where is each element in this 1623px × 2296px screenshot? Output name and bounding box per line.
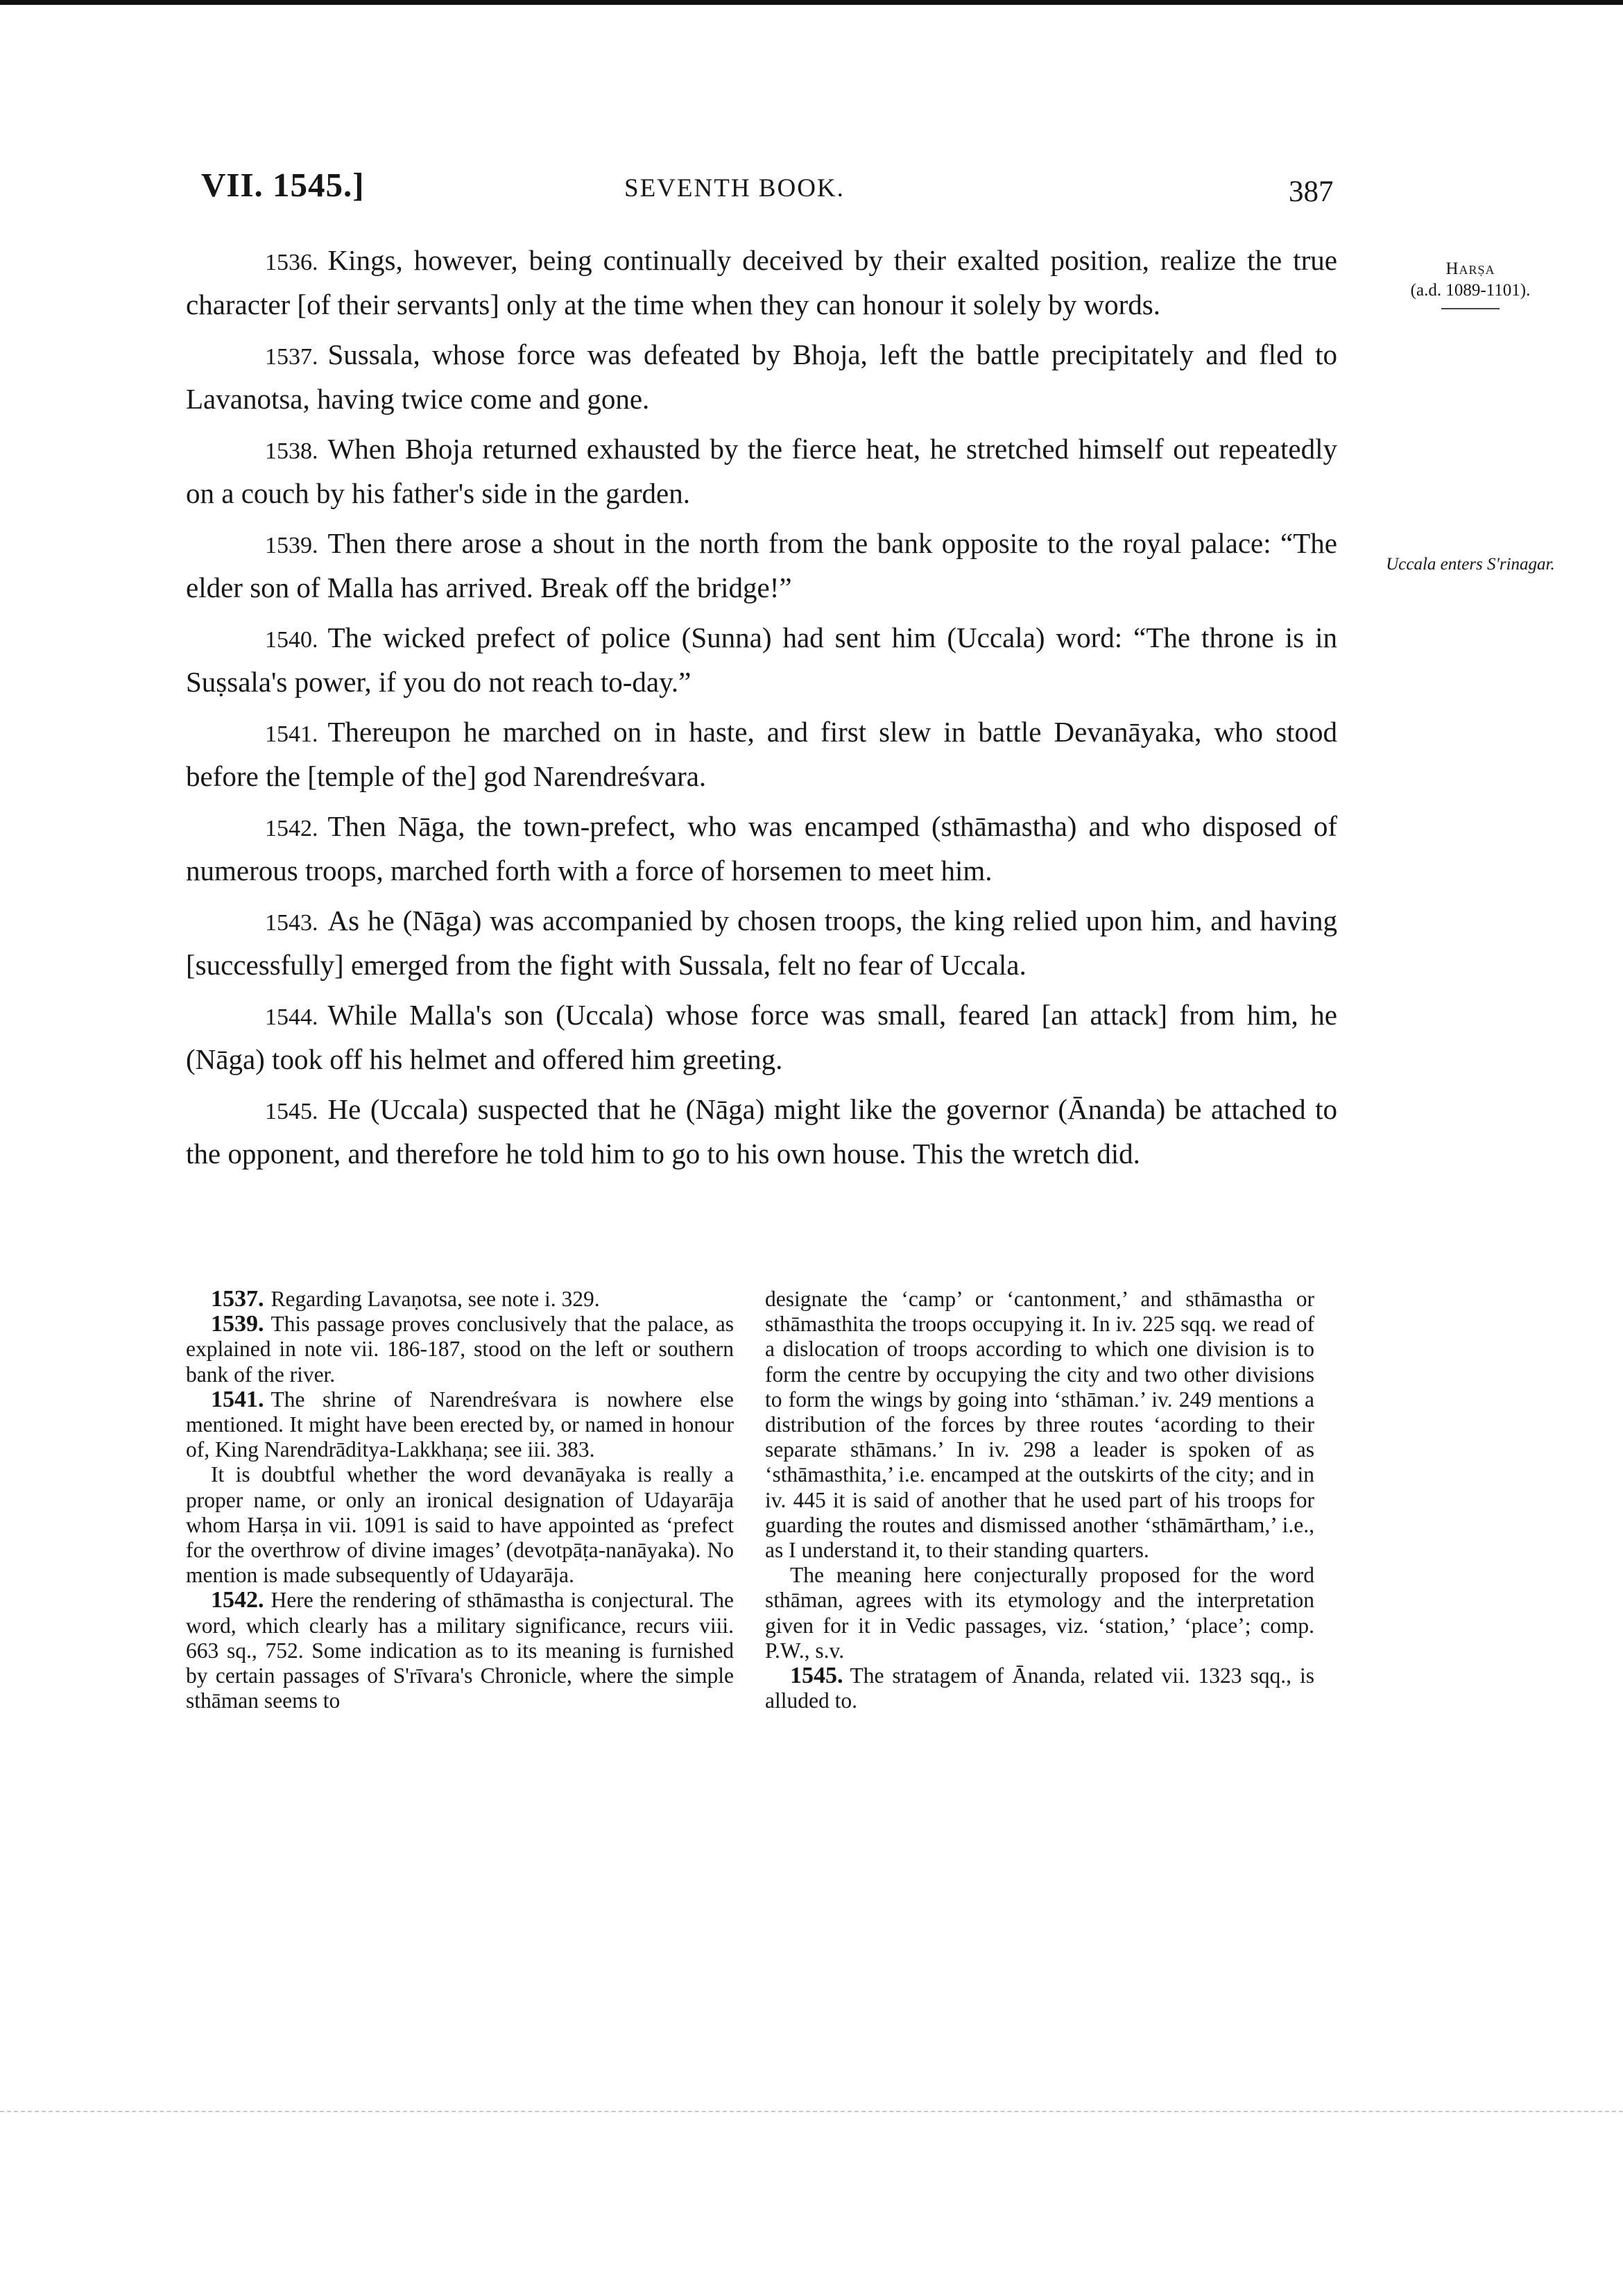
footnote [186, 1387, 734, 1463]
footnote-continuation [765, 1287, 1314, 1563]
verse-text: When Bhoja returned exhausted by the fierce heat, he stretched himself out repeatedly on a couch by his father's side in the garden. [186, 433, 1337, 509]
verse-text: Thereupon he marched on in haste, and first slew in battle Devanāyaka, who stood before the [temple of the] god Narendreśvara. [186, 716, 1337, 792]
verse-number: 1539. [265, 533, 318, 558]
margin-note-ruler-dates: (a.d. 1089-1101). [1410, 281, 1531, 300]
verse [186, 900, 1337, 986]
footnote-number: 1541. [211, 1386, 264, 1412]
verse-number: 1541. [265, 721, 318, 747]
verse [186, 617, 1337, 703]
footnote [186, 1312, 734, 1387]
verse-text: Then there arose a shout in the north from the bank opposite to the royal palace: “The elder son of Malla has arrived. Break off the bridge!” [186, 527, 1337, 603]
verse-number: 1536. [265, 250, 318, 275]
verse-text: The wicked prefect of police (Sunna) had sent him (Uccala) word: “The throne is in Suṣsala's power, if you do not reach to-day.” [186, 622, 1337, 698]
scan-bottom-line [0, 2111, 1623, 2112]
footnote-text: The stratagem of Ānanda, related vii. 1323 sqq., is alluded to. [765, 1663, 1314, 1713]
page-top-border [0, 0, 1623, 5]
footnote-paragraph [765, 1563, 1314, 1663]
margin-note-rule [1441, 308, 1500, 309]
verse-text: Then Nāga, the town-prefect, who was encamped (sthāmastha) and who disposed of numerous troops, marched forth with a force of horsemen to meet him. [186, 810, 1337, 886]
footnote-text: This passage proves conclusively that the palace, as explained in note vii. 186-187, stood on the left or southern bank of the river. [186, 1312, 734, 1387]
verse-number: 1545. [265, 1099, 318, 1124]
running-head-book-title: SEVENTH BOOK. [624, 174, 845, 203]
footnote [186, 1588, 734, 1713]
verse [186, 805, 1337, 891]
margin-note-ruler-name: Harṣa [1445, 259, 1495, 278]
verse [186, 1088, 1337, 1174]
verse-number: 1544. [265, 1004, 318, 1030]
verse-text: He (Uccala) suspected that he (Nāga) might like the governor (Ānanda) be attached to the opponent, and therefore he told him to go to his own house. This the wretch did. [186, 1093, 1337, 1170]
footnote-text: The shrine of Narendreśvara is nowhere else mentioned. It might have been erected by, or named in honour of, King Narendrāditya-Lakkhaṇa; see iii. 383. [186, 1387, 734, 1462]
footnotes-right-column [765, 1287, 1314, 1713]
verse-number: 1542. [265, 816, 318, 841]
verse [186, 711, 1337, 797]
verse-number: 1538. [265, 438, 318, 464]
verse [186, 239, 1337, 325]
verse-text: Sussala, whose force was defeated by Bhoja, left the battle precipitately and fled to Lavanotsa, having twice come and gone. [186, 339, 1337, 415]
verse-number: 1543. [265, 910, 318, 936]
footnote-text: It is doubtful whether the word devanāyaka is really a proper name, or only an ironical designation of Udayarāja whom Harṣa in vii. 1091 is said to have appointed as ‘prefect for the overthrow of divine images’ (devotpāṭa-nanāyaka). No mention is made subsequently of Udayarāja. [186, 1462, 734, 1588]
footnote-paragraph [186, 1462, 734, 1588]
footnote [186, 1287, 734, 1312]
margin-note-ruler [1377, 258, 1564, 309]
verse-number: 1537. [265, 344, 318, 370]
footnote-text: designate the ‘camp’ or ‘cantonment,’ and sthāmastha or sthāmasthita the troops occupying it. In iv. 225 sqq. we read of a dislocation of troops according to which one division is to form the centre by occupying the city and two other divisions to form the wings by going into ‘sthāman.’ iv. 249 mentions a distribution of the forces by three routes ‘acording to their separate sthāmans.’ In iv. 298 a leader is spoken of as ‘sthāmasthita,’ i.e. encamped at the outskirts of the city; and in iv. 445 it is said of another that he used part of his troops for guarding the routes and dismissed another ‘sthāmārtham,’ i.e., as I understand it, to their standing quarters. [765, 1287, 1314, 1563]
verse-text: Kings, however, being continually deceived by their exalted position, realize the true character [of their servants] only at the time when they can honour it solely by words. [186, 244, 1337, 320]
verse [186, 994, 1337, 1080]
verse [186, 522, 1337, 608]
footnote-text: Regarding Lavaṇotsa, see note i. 329. [270, 1287, 600, 1311]
footnote-number: 1537. [211, 1286, 264, 1312]
verse [186, 334, 1337, 420]
verse [186, 428, 1337, 514]
footnote-number: 1542. [211, 1587, 264, 1613]
footnote-text: Here the rendering of sthāmastha is conjectural. The word, which clearly has a military significance, recurs viii. 663 sq., 752. Some indication as to its meaning is furnished by certain passages of S'rīvara's Chronicle, where the simple sthāman seems to [186, 1588, 734, 1713]
footnote [765, 1663, 1314, 1713]
running-head-verse-range: VII. 1545.] [201, 166, 365, 204]
footnote-number: 1545. [790, 1663, 843, 1689]
verse-number: 1540. [265, 627, 318, 653]
footnote-text: The meaning here conjecturally proposed for the word sthāman, agrees with its etymology and the interpretation given for it in Vedic passages, viz. ‘station,’ ‘place’; comp. P.W., s.v. [765, 1563, 1314, 1663]
footnotes-left-column [186, 1287, 734, 1713]
verse-text: While Malla's son (Uccala) whose force was small, feared [an attack] from him, he (Nāga) took off his helmet and offered him greeting. [186, 999, 1337, 1075]
verse-text: As he (Nāga) was accompanied by chosen troops, the king relied upon him, and having [successfully] emerged from the fight with Sussala, felt no fear of Uccala. [186, 905, 1337, 981]
main-text [186, 239, 1337, 1183]
page-number: 387 [1289, 175, 1334, 208]
margin-note-event: Uccala enters S'rinagar. [1386, 555, 1555, 574]
footnote-number: 1539. [211, 1311, 264, 1337]
